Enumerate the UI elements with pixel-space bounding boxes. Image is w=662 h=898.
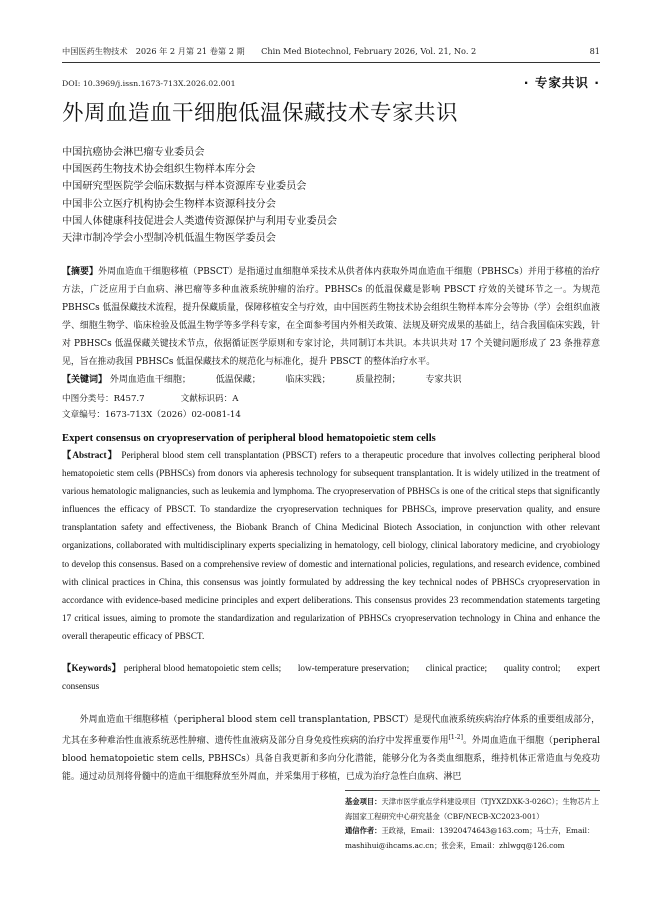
footnote-rule	[345, 790, 600, 791]
page-number: 81	[589, 46, 600, 56]
funding-label: 基金项目：	[345, 797, 382, 806]
corresponding-author-note	[345, 824, 600, 853]
keywords-label: 【关键词】	[62, 375, 108, 385]
keyword: 临床实践；	[285, 375, 331, 385]
keyword-en: low-temperature preservation;	[297, 663, 410, 673]
keyword-en: peripheral blood hematopoietic stem cells;	[123, 663, 282, 673]
keyword: 质量控制；	[355, 375, 401, 385]
keywords-label-en: 【Keywords】	[62, 663, 122, 673]
keyword-en: clinical practice;	[425, 663, 488, 673]
column-label: · 专家共识 ·	[523, 75, 600, 90]
citation-reference[interactable]: [1-2]	[448, 734, 463, 742]
running-header	[62, 46, 600, 57]
chinese-keywords	[62, 372, 483, 385]
organization: 天津市制冷学会小型制冷机低温生物医学委员会	[62, 233, 276, 245]
body-text: 外周血造血干细胞移植（peripheral blood stem cell transplantation, PBSCT）是现代血液系统疾病治疗体系的重要组成部分，尤其在多种难治性血液系统恶性肿瘤、遗传性血液病及部分自身免疫性疾病的治疗中发挥重要作用	[62, 715, 600, 747]
document-code: 文献标识码：A	[180, 394, 239, 404]
organization: 中国抗癌协会淋巴瘤专业委员会	[62, 147, 205, 158]
keyword-en: expert consensus	[62, 663, 601, 692]
article-number: 文章编号：1673-713X（2026）02-0081-14	[62, 410, 241, 420]
keyword: 低温保藏；	[215, 375, 261, 385]
abstract-label: 【摘要】	[62, 267, 99, 277]
abstract-text-en: Peripheral blood stem cell transplantation (PBSCT) refers to a therapeutic procedure that involves collecting peripheral blood hematopoietic stem cells (PBHSCs) from donors via apheresis technology for subsequent transplantation. It is widely utilized in the treatment of various hematologic malignancies, such as leukemia and lymphoma. The cryopreservation of PBHSCs is one of the critical steps that significantly influences the efficacy of PBSCT. To standardize the cryopreservation techniques for PBHSCs, improve preservation quality, and ensure transplantation safety and effectiveness, the Biobank Branch of China Medicinal Biotech Association, in conjunction with other relevant organizations, collaborated with multidisciplinary experts specializing in hematology, cell biology, clinical laboratory medicine, and cryobiology to develop this consensus. Based on a comprehensive review of domestic and international policies, regulations, and research evidence, combined with clinical practices in China, this consensus was jointly formulated by addressing the key technical nodes of PBHSCs cryopreservation in accordance with evidence-based medicine principles and expert deliberations. This consensus provides 23 recommendation statements targeting 17 critical issues, aiming to promote the standardization and regularization of PBHSCs cryopreservation technology in China and enhance the overall therapeutic efficacy of PBSCT.	[62, 450, 600, 641]
funding-text: 天津市医学重点学科建设项目（TJYXZDXK-3-026C）；生物芯片上海国家工程研究中心研究基金（CBF/NECB-XC2023-001）	[345, 797, 599, 821]
keyword-en: quality control;	[503, 663, 561, 673]
body-text-tail: 。外周血造血干细胞（peripheral blood hematopoietic stem cells, PBHSCs）具备自我更新和多向分化潜能，能够分化为各类血细胞系，维持机体正常造血与免疫功能。通过动员剂将骨髓中的造血干细胞释放至外周血，并采集用于移植，已成为治疗急性白血病、淋巴	[62, 736, 600, 783]
abstract-label-en: 【Abstract】	[62, 450, 118, 460]
header-rule	[62, 62, 600, 63]
english-abstract	[62, 446, 600, 645]
corresponding-label: 通信作者：	[345, 826, 382, 836]
english-title: Expert consensus on cryopreservation of peripheral blood hematopoietic stem cells	[62, 433, 436, 444]
corresponding-text: 王政禄，Email：13920474643@163.com；马士卉，Email：mashihui@ihcams.ac.cn；张会来，Email：zhlwgq@126.com	[345, 826, 595, 850]
keyword: 专家共识	[425, 375, 462, 385]
doi: DOI: 10.3969/j.issn.1673-713X.2026.02.001	[62, 79, 236, 88]
classification-line	[62, 392, 238, 404]
organization: 中国研究型医院学会临床数据与样本资源库专业委员会	[62, 181, 307, 193]
clc-number: 中图分类号：R457.7	[62, 394, 145, 404]
abstract-text: 外周血造血干细胞移植（PBSCT）是指通过血细胞单采技术从供者体内获取外周血造血干细胞（PBHSCs）并用于移植的治疗方法，广泛应用于白血病、淋巴瘤等多种血液系统肿瘤的治疗。PBHSCs 的低温保藏是影响 PBSCT 疗效的关键环节之一。为规范 PBHSCs 低温保藏技术流程，提升保藏质量，保障移植安全与疗效，由中国医药生物技术协会组织生物样本库分会等协（学）会组织血液学、细胞生物学、临床检验及低温生物学等多学科专家，在全面参考国内外相关政策、法规及研究成果的基础上，结合我国临床实践，针对 PBHSCs 低温保藏关键技术节点，依据循证医学原则和专家讨论，共同制订本共识。本共识共对 17 个关键问题形成了 23 条推荐意见，旨在推动我国 PBHSCs 低温保藏技术的规范化与标准化，提升 PBSCT 的整体治疗水平。	[62, 267, 601, 368]
organization: 中国非公立医疗机构协会生物样本资源科技分会	[62, 198, 276, 210]
funding-note	[345, 795, 600, 824]
footnotes	[345, 795, 600, 853]
keyword: 外周血造血干细胞；	[109, 375, 191, 385]
body-paragraph	[62, 711, 600, 786]
journal-info: 中国医药生物技术 2026 年 2 月第 21 卷第 2 期 Chin Med Biotechnol, February 2026, Vol. 21, No. 2	[62, 46, 477, 56]
article-title: 外周血造血干细胞低温保藏技术专家共识	[62, 101, 459, 126]
organization: 中国医药生物技术协会组织生物样本库分会	[62, 164, 256, 176]
chinese-abstract	[62, 263, 600, 372]
organization: 中国人体健康科技促进会人类遗传资源保护与利用专业委员会	[62, 215, 338, 227]
english-keywords	[62, 659, 600, 695]
author-organizations	[62, 144, 337, 247]
